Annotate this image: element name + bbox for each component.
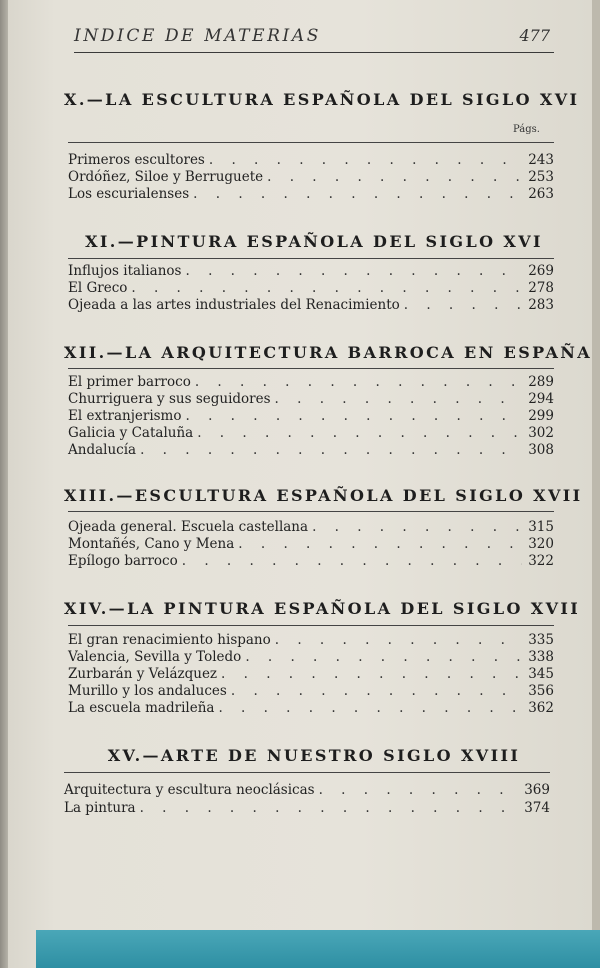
pags-label: Págs. [513, 124, 540, 135]
entry-label: El gran renacimiento hispano [68, 632, 271, 648]
toc-entry [68, 186, 554, 203]
toc-entry [64, 800, 550, 817]
entry-label: Epílogo barroco [68, 553, 178, 569]
dot-leader [238, 536, 522, 553]
toc-entry [68, 553, 554, 570]
entry-page: 299 [528, 408, 554, 424]
toc-entry [68, 632, 554, 649]
section-rule [68, 258, 554, 259]
running-header-title: INDICE DE MATERIAS [74, 26, 321, 46]
dot-leader [193, 186, 522, 203]
entry-label: Arquitectura y escultura neoclásicas [64, 782, 315, 798]
section-title-xiv: XIV.—LA PINTURA ESPAÑOLA DEL SIGLO XVII [64, 599, 581, 618]
entry-page: 289 [528, 374, 554, 390]
dot-leader [231, 683, 522, 700]
toc-entry [68, 425, 554, 442]
dot-leader [140, 442, 522, 459]
dot-leader [140, 800, 519, 817]
toc-entry [68, 683, 554, 700]
toc-entry [68, 649, 554, 666]
section-rule [68, 625, 554, 626]
entry-label: Ojeada a las artes industriales del Renacimiento [68, 297, 400, 313]
toc-entry [68, 519, 554, 536]
entry-page: 283 [528, 297, 554, 313]
toc-entry [64, 782, 550, 799]
entry-page: 278 [528, 280, 554, 296]
section-rule [68, 368, 554, 369]
entry-page: 374 [524, 800, 550, 816]
section-title-xii: XII.—LA ARQUITECTURA BARROCA EN ESPAÑA [64, 343, 592, 362]
section-title-xi: XI.—PINTURA ESPAÑOLA DEL SIGLO XVI [85, 232, 543, 251]
section-title-xiii: XIII.—ESCULTURA ESPAÑOLA DEL SIGLO XVII [64, 486, 583, 505]
entry-page: 308 [528, 442, 554, 458]
entry-label: Primeros escultores [68, 152, 205, 168]
entry-label: Churriguera y sus seguidores [68, 391, 271, 407]
running-header [74, 26, 554, 53]
toc-entry [68, 374, 554, 391]
entry-page: 269 [528, 263, 554, 279]
toc-entry [68, 700, 554, 717]
entry-page: 263 [528, 186, 554, 202]
entry-label: Zurbarán y Velázquez [68, 666, 218, 682]
section-rule [68, 142, 554, 143]
entry-page: 302 [528, 425, 554, 441]
toc-entry [68, 442, 554, 459]
dot-leader [319, 782, 519, 799]
dot-leader [404, 297, 522, 314]
dot-leader [182, 553, 522, 570]
dot-leader [131, 280, 522, 297]
toc-entry [68, 666, 554, 683]
dot-leader [197, 425, 522, 442]
toc-entry [68, 408, 554, 425]
entry-page: 315 [528, 519, 554, 535]
section-title-xv: XV.—ARTE DE NUESTRO SIGLO XVIII [107, 746, 521, 765]
entry-page: 338 [528, 649, 554, 665]
entry-label: La escuela madrileña [68, 700, 215, 716]
entry-label: Valencia, Sevilla y Toledo [68, 649, 242, 665]
entry-page: 322 [528, 553, 554, 569]
toc-entry [68, 297, 554, 314]
entry-label: El primer barroco [68, 374, 191, 390]
entry-page: 356 [528, 683, 554, 699]
dot-leader [221, 666, 522, 683]
section-title-x: X.—LA ESCULTURA ESPAÑOLA DEL SIGLO XVI [64, 90, 580, 109]
entry-label: Murillo y los andaluces [68, 683, 227, 699]
entry-label: La pintura [64, 800, 136, 816]
toc-entry [68, 152, 554, 169]
toc-entry [68, 391, 554, 408]
entry-label: Ojeada general. Escuela castellana [68, 519, 309, 535]
entry-page: 345 [528, 666, 554, 682]
dot-leader [218, 700, 522, 717]
dot-leader [209, 152, 522, 169]
entry-label: Galicia y Cataluña [68, 425, 194, 441]
toc-entry [68, 536, 554, 553]
dot-leader [245, 649, 522, 666]
toc-entry [68, 263, 554, 280]
entry-label: El extranjerismo [68, 408, 182, 424]
dot-leader [267, 169, 522, 186]
entry-page: 253 [528, 169, 554, 185]
toc-entry [68, 169, 554, 186]
dot-leader [186, 408, 523, 425]
entry-page: 294 [528, 391, 554, 407]
entry-page: 362 [528, 700, 554, 716]
toc-entry [68, 280, 554, 297]
entry-label: Montañés, Cano y Mena [68, 536, 235, 552]
entry-page: 243 [528, 152, 554, 168]
entry-label: El Greco [68, 280, 128, 296]
book-cover-edge [36, 930, 600, 968]
page-number: 477 [519, 26, 550, 45]
entry-page: 320 [528, 536, 554, 552]
entry-label: Los escurialenses [68, 186, 190, 202]
section-rule [68, 511, 554, 512]
dot-leader [195, 374, 522, 391]
entry-page: 369 [524, 782, 550, 798]
book-spine-shadow [0, 0, 8, 968]
section-rule [64, 772, 550, 773]
dot-leader [275, 632, 522, 649]
entry-page: 335 [528, 632, 554, 648]
book-page [8, 0, 592, 968]
dot-leader [275, 391, 523, 408]
entry-label: Ordóñez, Siloe y Berruguete [68, 169, 264, 185]
entry-label: Influjos italianos [68, 263, 182, 279]
entry-label: Andalucía [68, 442, 137, 458]
dot-leader [312, 519, 522, 536]
dot-leader [185, 263, 522, 280]
